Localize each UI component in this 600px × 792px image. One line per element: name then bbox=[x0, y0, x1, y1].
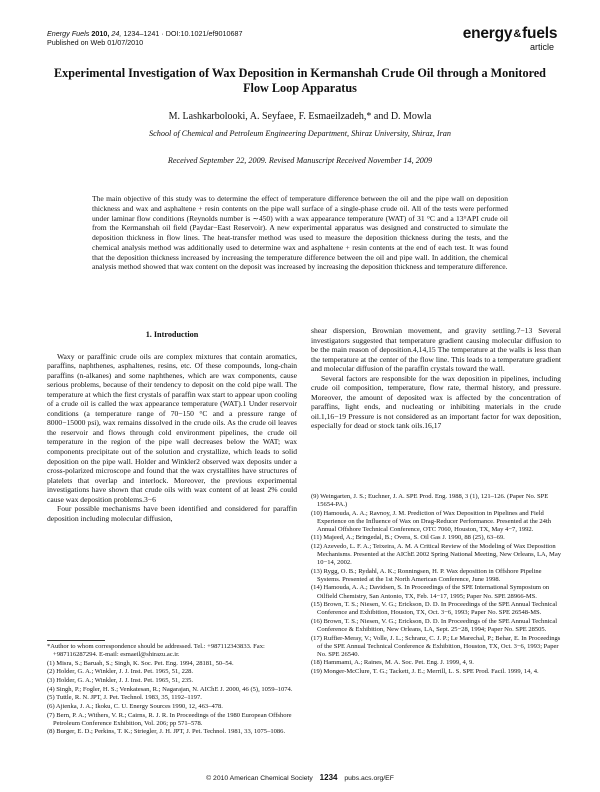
journal-url[interactable]: pubs.acs.org/EF bbox=[344, 775, 394, 782]
affiliation: School of Chemical and Petroleum Engineering Department, Shiraz University, Shiraz, Iran bbox=[149, 129, 451, 138]
section-heading: 1. Introduction bbox=[145, 330, 199, 339]
page-footer bbox=[200, 773, 400, 782]
reference-item: (11) Majeed, A.; Bringedal, B.; Overa, S. Oil Gas J. 1990, 88 (25), 63–69. bbox=[311, 534, 505, 542]
journal-name: Energy Fuels bbox=[47, 29, 90, 38]
journal-volume: 24, bbox=[111, 29, 122, 38]
paragraph: Four possible mechanisms have been identified and considered for paraffin deposition including molecular diffusion, bbox=[47, 504, 297, 523]
article-title: Experimental Investigation of Wax Deposition in Kermanshah Crude Oil through a Monitored Flow Loop Apparatus bbox=[54, 66, 546, 95]
footnote-divider bbox=[47, 640, 105, 641]
published-date: Published on Web 01/07/2010 bbox=[47, 37, 144, 47]
reference-item: (19) Monger-McClure, T. G.; Tackett, J. E.; Merrill, L. S. SPE Prod. Facil. 1999, 14, 4. bbox=[311, 667, 539, 675]
reference-item: (3) Holder, G. A.; Winkler, J. J. Inst. Pet. 1965, 51, 235. bbox=[47, 676, 194, 684]
reference-item: (2) Holder, G. A.; Winkler, J. J. Inst. Pet. 1965, 51, 228. bbox=[47, 668, 194, 676]
reference-item: (7) Bern, P. A.; Withers, V. R.; Cairns, R. J. R. In Proceedings of the 1980 European Offshore Petroleum Conference Exhibition, Vol. 206; pp 571–578. bbox=[47, 711, 292, 727]
journal-header bbox=[47, 30, 242, 47]
reference-item: (9) Weingarten, J. S.; Euchner, J. A. SPE Prod. Eng. 1988, 3 (1), 121–126. (Paper No. SPE 15654-PA.) bbox=[311, 493, 549, 509]
reference-item: (13) Rygg, O. B.; Rydahl, A. K.; Ronningsen, H. P. Wax deposition in Offshore Pipeline Systems. Presented at the 1st North American Conference, June 1998. bbox=[311, 567, 542, 583]
author-list: M. Lashkarbolooki, A. Seyfaee, F. Esmaeilzadeh,* and D. Mowla bbox=[168, 111, 432, 122]
pages-doi: 1234–1241 · DOI:10.1021/ef9010687 bbox=[121, 29, 243, 38]
reference-item: (12) Azevedo, L. F. A.; Teixeira, A. M. A Critical Review of the Modeling of Wax Deposition Mechanisms. Presented at the AIChE 2002 Spring National Meeting, New Orleans, LA, May 10−14, 2002. bbox=[311, 543, 562, 567]
journal-logo bbox=[460, 26, 560, 52]
journal-year: 2010, bbox=[91, 29, 110, 38]
received-dates: Received September 22, 2009. Revised Manuscript Received November 14, 2009 bbox=[167, 156, 433, 165]
footnotes-right bbox=[311, 493, 561, 677]
body-column-right bbox=[311, 326, 561, 431]
article-type-label: article bbox=[529, 42, 554, 52]
reference-item: (18) Hammami, A.; Raines, M. A. Soc. Pet. Eng. J. 1999, 4, 9. bbox=[311, 659, 474, 667]
copyright: © 2010 American Chemical Society bbox=[206, 775, 313, 782]
reference-item: (17) Ruffier-Meray, V.; Volle, J. L.; Schranz, C. J. P.; Le Marechal, P.; Behar, E. In Proceedings of the SPE Annual Technical Conference & Exhibition, Houston, TX, Oct. 3−6, 1993; Paper No. SPE 26540. bbox=[311, 634, 561, 658]
paragraph: Several factors are responsible for the wax deposition in pipelines, including crude oil composition, temperature, flow rate, thermal history, and pressure. Moreover, the amount of deposited wax is affected by the concentration of paraffins, light ends, and nucleating or inhibiting materials in the crude oil.1,16−19 Pressure is not considered as an important factor for wax deposition, especially for dead or stock tank oils.16,17 bbox=[311, 373, 561, 431]
correspondence-footnote: *Author to whom correspondence should be addressed. Tel.: +987112343833. Fax: +987116287294. E-mail: esmaeil@shirazu.ac.ir. bbox=[47, 643, 265, 659]
reference-item: (5) Tuttle, R. N. JPT, J. Pet. Technol. 1983, 35, 1192–1197. bbox=[47, 694, 202, 702]
reference-item: (8) Burger, E. D.; Perkins, T. K.; Striegler, J. H. JPT, J. Pet. Technol. 1981, 33, 1075–1086. bbox=[47, 728, 286, 736]
reference-item: (1) Misra, S.; Baruah, S.; Singh, K. Soc. Pet. Eng. 1994, 28181, 50–54. bbox=[47, 659, 234, 667]
reference-item: (4) Singh, P.; Fogler, H. S.; Venkatesan, R.; Nagarajan, N. AIChE J. 2000, 46 (5), 1059–1074. bbox=[47, 685, 293, 693]
paragraph: Waxy or paraffinic crude oils are complex mixtures that contain aromatics, paraffins, naphthenes, asphaltenes, resins, etc. Of these compounds, long-chain paraffins (n-alkanes) and some naphthenes, which are wax components, cause serious problems, because of their tendency to deposit on the cold pipe wall. The temperature at which the first crystals of paraffin wax start to appear upon cooling of a crude oil is called the wax appearance temperature (WAT).1 Under reservoir conditions (a temperature range of 70−150 °C and a pressure range of 8000−15000 psi), wax remains dissolved in the crude oils. As the crude oil leaves the reservoir and flows through cold environment pipelines, the crude oil temperature in the region of the pipe wall decreases below the WAT; wax components precipitate out of the solution and crystallize, which leads to solid deposition on the pipe wall. Holder and Winkler2 observed wax deposits under a cross-polarized microscope and found that the wax crystallites have structures of platelets that overlap and interlock. Moreover, the previous experimental investigations have shown that crude oils with wax content of at least 2% could cause wax deposition problems.3−6 bbox=[47, 351, 297, 504]
page-number: 1234 bbox=[319, 773, 338, 782]
logo-word-energy: energy bbox=[462, 25, 513, 42]
logo-ampersand: & bbox=[513, 28, 522, 40]
body-column-left bbox=[47, 330, 297, 523]
abstract: The main objective of this study was to determine the effect of temperature difference between the oil and the pipe wall on deposition thickness and wax and asphaltene + resin contents on the pipe wall surface of a single-phase crude oil. All of the tests were performed under laminar flow conditions (Reynolds number is ∼450) with a wax appearance temperature (WAT) of 31 °C and a 13°API crude oil from the Kermanshah oil field (Paydar−East Reservoir). A new experimental apparatus was designed and constructed to simulate the deposition thickness in flow lines. The heat-transfer method was used to measure the deposition thickness during the tests, and the chemical analysis method was additionally used to determine wax and asphaltene + resin contents at the end of each test. It was found that the deposition thickness increased by increasing the temperature difference between the oil and pipe wall. In addition, the chemical analysis method showed that wax content on the deposit was increased by increasing the deposition thickness and temperature difference. bbox=[92, 194, 508, 272]
logo-word-fuels: fuels bbox=[522, 25, 558, 42]
reference-item: (16) Brown, T. S.; Niesen, V. G.; Erickson, D. D. In Proceedings of the SPE Annual Technical Conference & Exhibition, New Orleans, LA, Sept. 25−28, 1994; Paper No. SPE 28505. bbox=[311, 617, 558, 633]
reference-item: (10) Hamouda, A. A.; Ravnoy, J. M. Prediction of Wax Deposition in Pipelines and Field Experience on the Influence of Wax on Drag-Reducer Performance. Presented at the 24th Annual Offshore Technical Conference, OTC 7060, Houston, TX, May 4−7, 1992. bbox=[311, 509, 552, 533]
reference-item: (14) Hamouda, A. A.; Davidsen, S. In Proceedings of the SPE International Symposium on Oilfield Chemistry, San Antonio, TX, Feb. 14−17, 1995; Paper No. SPE 28966-MS. bbox=[311, 584, 550, 600]
reference-item: (6) Ajienka, J. A.; Ikoku, C. U. Energy Sources 1990, 12, 463–478. bbox=[47, 702, 223, 710]
footnotes-left bbox=[47, 643, 297, 737]
paragraph: shear dispersion, Brownian movement, and gravity settling.7−13 Several investigators suggested that temperature gradient causing molecular diffusion to be the main reason of deposition.4,14,15 The temperature at the walls is less than the temperature at the center of the flow line. This leads to a temperature gradient and molecular diffusion of the paraffin crystals toward the wall. bbox=[311, 326, 561, 374]
reference-item: (15) Brown, T. S.; Niesen, V. G.; Erickson, D. D. In Proceedings of the SPE Annual Technical Conference and Exhibition, Houston, TX, Oct. 3−6, 1993; Paper No. SPE 26548-MS. bbox=[311, 601, 558, 617]
